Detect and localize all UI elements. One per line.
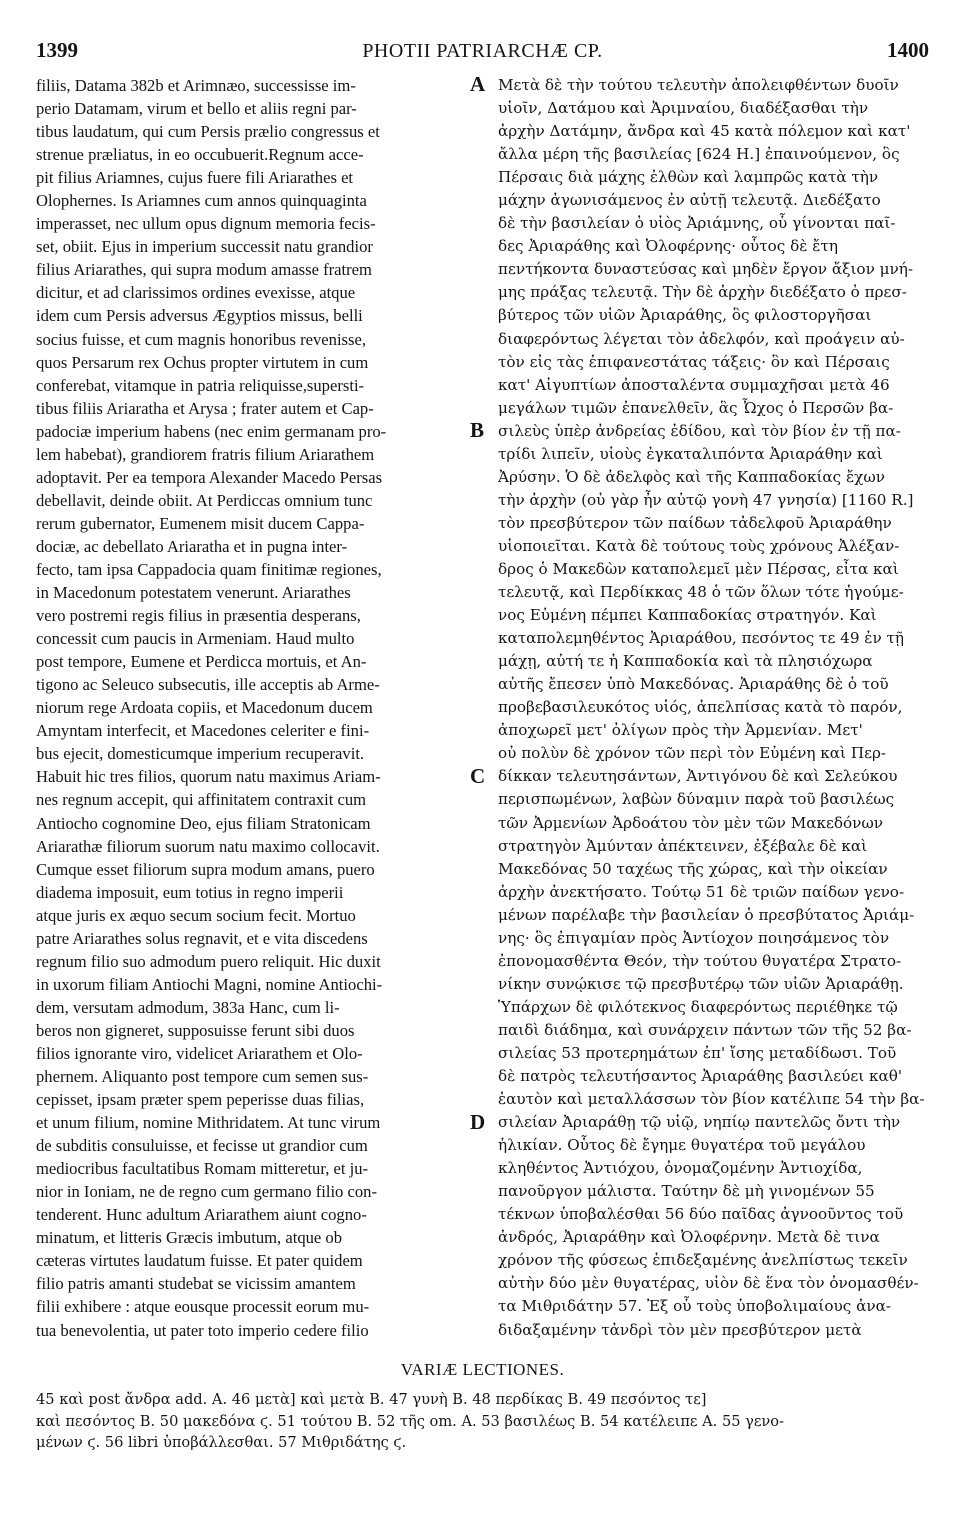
variae-lectiones-title: VARIÆ LECTIONES. bbox=[400, 1360, 565, 1379]
latin-text-line: Olophernes. Is Ariamnes cum annos quinquaginta bbox=[36, 191, 367, 211]
greek-text-line: περισπωμένων, λαβὼν δύναμιν παρὰ τοῦ βασιλέως bbox=[498, 790, 895, 809]
greek-text-line: τα Μιθριδάτην 57. Ἐξ οὗ τοὺς ὑποβολιμαίους ἀνα- bbox=[498, 1297, 891, 1316]
latin-text-line: patre Ariarathes solus regnavit, et e vita discedens bbox=[36, 928, 368, 948]
greek-text-line: ἐπονομασθέντα Θεόν, τὴν τούτου θυγατέρα Στρατο- bbox=[498, 951, 902, 970]
variant-reading-line: μένων ϛ. 56 libri ὑποβάλλεσθαι. 57 Μιθριδάτης ϛ. bbox=[36, 1434, 407, 1451]
latin-text-line: tibus laudatum, qui cum Persis prælio congressus et bbox=[36, 122, 380, 142]
greek-text-line: δρος ὁ Μακεδὼν καταπολεμεῖ μὲν Πέρσας, εἶτα καὶ bbox=[498, 559, 899, 578]
greek-text-line: σιλείας 53 προτερημάτων ἐπ' ἴσης μεταδίδωσι. Τοῦ bbox=[498, 1043, 897, 1062]
greek-text-line: καταπολεμηθέντος Ἀριαράθου, πεσόντος τε 49 ἐν τῇ bbox=[498, 629, 905, 648]
latin-text-line: tibus filiis Ariaratha et Arysa ; frater autem et Cap- bbox=[36, 398, 374, 418]
variant-reading-line: 45 καὶ post ἄνδρα add. A. 46 μετὰ] καὶ μετὰ B. 47 γυνὴ B. 48 περδίκας B. 49 πεσόντος τε] bbox=[36, 1391, 707, 1408]
greek-text-line: διαφερόντως λέγεται τὸν ἀδελφόν, καὶ προάγειν αὐ- bbox=[498, 329, 905, 348]
latin-text-line: filii exhibere : atque eousque processit eorum mu- bbox=[36, 1297, 370, 1317]
running-header bbox=[36, 38, 929, 66]
latin-text-line: adoptavit. Per ea tempora Alexander Macedo Persas bbox=[36, 467, 383, 487]
latin-text-line: nior in Ioniam, ne de regno cum germano filio con- bbox=[36, 1182, 377, 1202]
latin-text-line: post tempore, Eumene et Perdicca mortuis, et An- bbox=[36, 652, 367, 672]
greek-text-line: τὴν ἀρχὴν (οὐ γὰρ ἦν αὐτῷ γονὴ 47 γνησία) [1160 R.] bbox=[498, 490, 914, 509]
greek-text-line: νος Εὐμένη πέμπει Καππαδοκίας στρατηγόν. Καὶ bbox=[498, 606, 877, 625]
greek-text-line: νίκην συνῴκισε τῷ πρεσβυτέρῳ τῶν υἱῶν Ἀριαράθῃ. bbox=[498, 974, 904, 993]
greek-text-line: τελευτᾷ, καὶ Περδίκκας 48 ὁ τῶν ὅλων τότε ἡγούμε- bbox=[498, 583, 904, 602]
page-number-right: 1400 bbox=[887, 38, 929, 62]
latin-text-line: cepisset, ipsam præter spem peperisse duas filias, bbox=[36, 1090, 365, 1110]
margin-letter-c: C bbox=[470, 764, 486, 788]
latin-text-line: et unum filium, nomine Mithridatem. At tunc virum bbox=[36, 1113, 381, 1133]
running-title: PHOTII PATRIARCHÆ CP. bbox=[362, 40, 603, 62]
greek-text-line: τέκνων ὑποβαλέσθαι 56 δύο παῖδας ἀγνοοῦντος τοῦ bbox=[498, 1205, 904, 1224]
latin-text-line: cæteras virtutes laudatum fuisse. Et pater quidem bbox=[36, 1251, 363, 1271]
greek-text-line: πανοῦργον μάλιστα. Ταύτην δὲ μὴ γινομένων 55 bbox=[498, 1182, 875, 1201]
greek-text-line: υἱοῖν, Δατάμου καὶ Ἀριμναίου, διαδέξασθαι τὴν bbox=[498, 99, 869, 118]
latin-text-line: Cumque esset filiorum supra modum amans, puero bbox=[36, 859, 375, 879]
latin-text-line: idem cum Persis adversus Ægyptios missus, belli bbox=[36, 306, 363, 326]
latin-text-line: tigono ac Seleuco subsecutis, ille acceptis ab Arme- bbox=[36, 675, 380, 695]
margin-letter-d: D bbox=[470, 1110, 486, 1134]
latin-text-line: regnum filio suo admodum puero reliquit. Hic duxit bbox=[36, 951, 381, 971]
variant-reading-line: καὶ πεσόντος B. 50 μακεδόνα ϛ. 51 τούτου B. 52 τῆς om. A. 53 βασιλέως B. 54 κατέλειπε A. 55 γενο- bbox=[36, 1412, 785, 1430]
latin-text-line: in uxorum filiam Antiochi Magni, nomine Antiochi- bbox=[36, 974, 383, 994]
latin-text-line: dicitur, et ad clarissimos ordines evexisse, atque bbox=[36, 283, 356, 303]
latin-text-line: minatum, et litteris Græcis imbutum, atque ob bbox=[36, 1228, 343, 1248]
greek-text-line: Μακεδόνας 50 ταχέως τῆς χώρας, καὶ τὴν οἰκείαν bbox=[498, 859, 888, 878]
latin-text-line: de subditis consuluisse, et fecisse ut grandior cum bbox=[36, 1136, 368, 1156]
latin-text-line: tua benevolentia, ut pater toto imperio cedere filio bbox=[36, 1320, 369, 1340]
latin-text-line: in Macedonum potestatem venerunt. Ariarathes bbox=[36, 583, 351, 603]
greek-text-line: ἀποχωρεῖ μετ' ὀλίγων πρὸς τὴν Ἀρμενίαν. Μετ' bbox=[498, 721, 863, 740]
latin-text-line: imperasset, nec ullum opus dignum memoria fecis- bbox=[36, 214, 376, 234]
greek-text-line: δὲ πατρὸς τελευτήσαντος Ἀριαράθης βασιλεύει καθ' bbox=[498, 1067, 903, 1086]
greek-text-line: παιδὶ διάδημα, καὶ συνάρχειν πάντων τῶν τῆς 52 βα- bbox=[498, 1020, 912, 1039]
latin-text-line: debellavit, deinde obiit. At Perdiccas omnium tunc bbox=[36, 490, 373, 510]
greek-column bbox=[498, 74, 930, 1342]
latin-text-line: lem habebat), grandiorem fratris filium Ariarathem bbox=[36, 444, 375, 464]
greek-text-line: προβεβασιλευκότος υἱός, ἀπελπίσας κατὰ τὸ παρόν, bbox=[498, 698, 903, 717]
greek-text-line: μης πράξας τελευτᾷ. Τὴν δὲ ἀρχὴν διεδέξατο ὁ πρεσ- bbox=[498, 283, 907, 302]
latin-text-line: set, obiit. Ejus in imperium successit natu grandior bbox=[36, 237, 373, 257]
latin-text-line: tenderent. Hunc adultum Ariarathem aiunt cogno- bbox=[36, 1205, 367, 1225]
greek-text-line: τὸν εἰς τὰς ἐπιφανεστάτας τάξεις· ὃν καὶ Πέρσαις bbox=[498, 352, 890, 371]
latin-text-line: Ariarathæ filiorum suorum natu maximo collocavit. bbox=[36, 836, 380, 856]
latin-column bbox=[36, 74, 480, 1342]
latin-text-line: bus ejecit, domesticumque imperium recuperavit. bbox=[36, 744, 365, 764]
greek-text-line: στρατηγὸν Ἀμύνταν ἀπέκτεινεν, ἐξέβαλε δὲ καὶ bbox=[498, 836, 868, 855]
greek-text-line: σιλείαν Ἀριαράθῃ τῷ υἱῷ, νηπίῳ παντελῶς ὄντι τὴν bbox=[498, 1113, 901, 1132]
greek-text-line: υἱοποιεῖται. Κατὰ δὲ τούτους τοὺς χρόνους Ἀλέξαν- bbox=[498, 536, 900, 555]
latin-text-line: nes regnum accepit, qui affinitatem contraxit cum bbox=[36, 790, 367, 810]
greek-text-line: τὸν πρεσβύτερον τῶν παίδων τἀδελφοῦ Ἀριαράθην bbox=[498, 513, 892, 532]
greek-text-line: Μετὰ δὲ τὴν τούτου τελευτὴν ἀπολειφθέντων δυοῖν bbox=[498, 76, 899, 94]
greek-text-line: αὐτὴν δύο μὲν θυγατέρας, υἱὸν δὲ ἕνα τὸν ὀνομασθέν- bbox=[498, 1274, 919, 1293]
greek-text-line: νης· ὃς ἐπιγαμίαν πρὸς Ἀντίοχον ποιησάμενος τὸν bbox=[498, 928, 890, 947]
latin-text-line: atque juris ex æquo secum socium fecit. Mortuo bbox=[36, 905, 356, 925]
greek-text-line: δες Ἀριαράθης καὶ Ὀλοφέρνης· οὗτος δὲ ἔτη bbox=[498, 237, 838, 256]
greek-text-line: Ἀρύσην. Ὁ δὲ ἀδελφὸς καὶ τῆς Καππαδοκίας ἔχων bbox=[498, 467, 885, 486]
greek-text-line: πεντήκοντα δυναστεύσας καὶ μηδὲν ἔργον ἄξιον μνή- bbox=[498, 260, 913, 279]
latin-text-line: dociæ, ac debellato Ariaratha et in pugna inter- bbox=[36, 536, 348, 556]
latin-text-line: socius fuisse, et cum magnis honoribus revenisse, bbox=[36, 329, 366, 349]
greek-text-line: ἑαυτὸν καὶ μεταλλάσσων τὸν βίον κατέλιπε 54 τὴν βα- bbox=[498, 1090, 925, 1109]
latin-text-line: pit filius Ariamnes, cujus fuere fili Ariarathes et bbox=[36, 168, 354, 188]
latin-text-line: beros non gigneret, supposuisse ferunt sibi duos bbox=[36, 1020, 355, 1040]
latin-text-line: rerum gubernator, Eumenem misit ducem Cappa- bbox=[36, 513, 365, 533]
greek-text-line: αὐτῆς ἔπεσεν ὑπὸ Μακεδόνας. Ἀριαράθης δὲ ὁ τοῦ bbox=[498, 675, 889, 694]
greek-text-line: μένων παρέλαβε τὴν βασιλείαν ὁ πρεσβύτατος Ἀριάμ- bbox=[498, 905, 915, 924]
latin-text-line: conferebat, vitamque in patria reliquisse,supersti- bbox=[36, 375, 365, 395]
greek-text-line: διδαξαμένην τἀνδρὶ τὸν μὲν πρεσβύτερον μετὰ bbox=[498, 1320, 862, 1339]
greek-text-line: τῶν Ἀρμενίων Ἀρδοάτου τὸν μὲν τῶν Μακεδόνων bbox=[498, 813, 883, 832]
margin-letter-b: B bbox=[470, 418, 485, 442]
latin-text-line: Amyntam interfecit, et Macedones celeriter e fini- bbox=[36, 721, 370, 741]
greek-text-line: ἀρχὴν Δατάμην, ἄνδρα καὶ 45 κατὰ πόλεμον καὶ κατ' bbox=[498, 122, 911, 141]
greek-text-line: Πέρσαις διὰ μάχης ἐλθὼν καὶ λαμπρῶς κατὰ τὴν bbox=[498, 168, 879, 187]
variae-lectiones bbox=[36, 1389, 930, 1454]
latin-text-line: dem, versutam admodum, 383a Hanc, cum li- bbox=[36, 997, 340, 1017]
page-number-left: 1399 bbox=[36, 38, 78, 62]
latin-text-line: filiis, Datama 382b et Arimnæo, successisse im- bbox=[36, 76, 356, 95]
greek-text-line: βύτερος τῶν υἱῶν Ἀριαράθης, ὃς φιλοστοργῆσαι bbox=[498, 306, 872, 325]
latin-text-line: filios ignorante viro, videlicet Ariarathem et Olo- bbox=[36, 1043, 363, 1063]
latin-text-line: quos Persarum rex Ochus propter virtutem in cum bbox=[36, 352, 369, 372]
greek-text-line: οὐ πολὺν δὲ χρόνον τῶν περὶ τὸν Εὐμένη καὶ Περ- bbox=[498, 744, 887, 763]
latin-text-line: Antiocho cognomine Deo, ejus filiam Stratonicam bbox=[36, 813, 371, 833]
latin-text-line: filio patris amanti studebat se vicissim amantem bbox=[36, 1274, 356, 1294]
latin-text-line: diadema imposuit, eum totius in regno imperii bbox=[36, 882, 344, 902]
greek-text-line: ἄλλα μέρη τῆς βασιλείας [624 H.] ἐπαινούμενον, ὃς bbox=[498, 145, 900, 164]
greek-text-line: ἀνδρός, Ἀριαράθην καὶ Ὀλοφέρνην. Μετὰ δὲ τινα bbox=[498, 1228, 880, 1247]
greek-text-line: μάχην ἀγωνισάμενος ἐν αὐτῇ τελευτᾷ. Διεδέξατο bbox=[498, 191, 881, 210]
greek-text-line: σιλεὺς ὑπὲρ ἀνδρείας ἐδίδου, καὶ τὸν βίον ἐν τῇ πα- bbox=[498, 421, 901, 440]
latin-text-line: concessit cum paucis in Armeniam. Haud multo bbox=[36, 629, 355, 649]
greek-text-line: ἡλικίαν. Οὗτος δὲ ἔγημε θυγατέρα τοῦ μεγάλου bbox=[498, 1136, 866, 1155]
greek-text-line: κατ' Αἰγυπτίων ἀποσταλέντα συμμαχῆσαι μετὰ 46 bbox=[498, 375, 890, 394]
latin-text-line: padociæ imperium habens (nec enim germanam pro- bbox=[36, 421, 387, 441]
latin-text-line: fecto, tam ipsa Cappadocia quam finitimæ regiones, bbox=[36, 559, 382, 579]
greek-text-line: Ὑπάρχων δὲ φιλότεκνος διαφερόντως περιέθηκε τῷ bbox=[498, 997, 898, 1016]
latin-text-line: phernem. Aliquanto post tempore cum semen sus- bbox=[36, 1067, 369, 1087]
latin-text-line: mediocribus facultatibus Romam mitteretur, et ju- bbox=[36, 1159, 369, 1179]
latin-text-line: filius Ariarathes, qui supra modum amasse fratrem bbox=[36, 260, 372, 280]
greek-text-line: δὲ τὴν βασιλείαν ὁ υἱὸς Ἀριάμνης, οὗ γίνονται παῖ- bbox=[498, 214, 896, 233]
latin-text-line: niorum rege Ardoata copiis, et Macedonum ducem bbox=[36, 698, 373, 718]
greek-text-line: μεγάλων τιμῶν ἐπανελθεῖν, ἃς Ὦχος ὁ Περσῶν βα- bbox=[498, 398, 894, 417]
greek-text-line: τρίδι λιπεῖν, υἱοὺς ἐγκαταλιπόντα Ἀριαράθην καὶ bbox=[498, 444, 883, 463]
margin-letter-a: A bbox=[470, 72, 486, 96]
latin-text-line: strenue præliatus, in eo occubuerit.Regnum acce- bbox=[36, 145, 364, 165]
latin-text-line: perio Datamam, virum et bello et aliis regni par- bbox=[36, 99, 357, 119]
latin-text-line: Habuit hic tres filios, quorum natu maximus Ariam- bbox=[36, 767, 381, 787]
greek-text-line: ἀρχὴν ἀνεκτήσατο. Τούτῳ 51 δὲ τριῶν παίδων γενο- bbox=[498, 882, 905, 901]
greek-text-line: δίκκαν τελευτησάντων, Ἀντιγόνου δὲ καὶ Σελεύκου bbox=[498, 767, 898, 786]
greek-text-line: μάχῃ, αὐτή τε ἡ Καππαδοκία καὶ τὰ πλησιόχωρα bbox=[498, 652, 873, 671]
greek-text-line: χρόνον τῆς φύσεως ἐπιδεξαμένης ἀνελπίστως τεκεῖν bbox=[498, 1251, 908, 1270]
latin-text-line: vero postremi regis filius in præsentia desperans, bbox=[36, 606, 361, 626]
greek-text-line: κληθέντος Ἀντιόχου, ὀνομαζομένην Ἀντιοχίδα, bbox=[498, 1159, 863, 1178]
